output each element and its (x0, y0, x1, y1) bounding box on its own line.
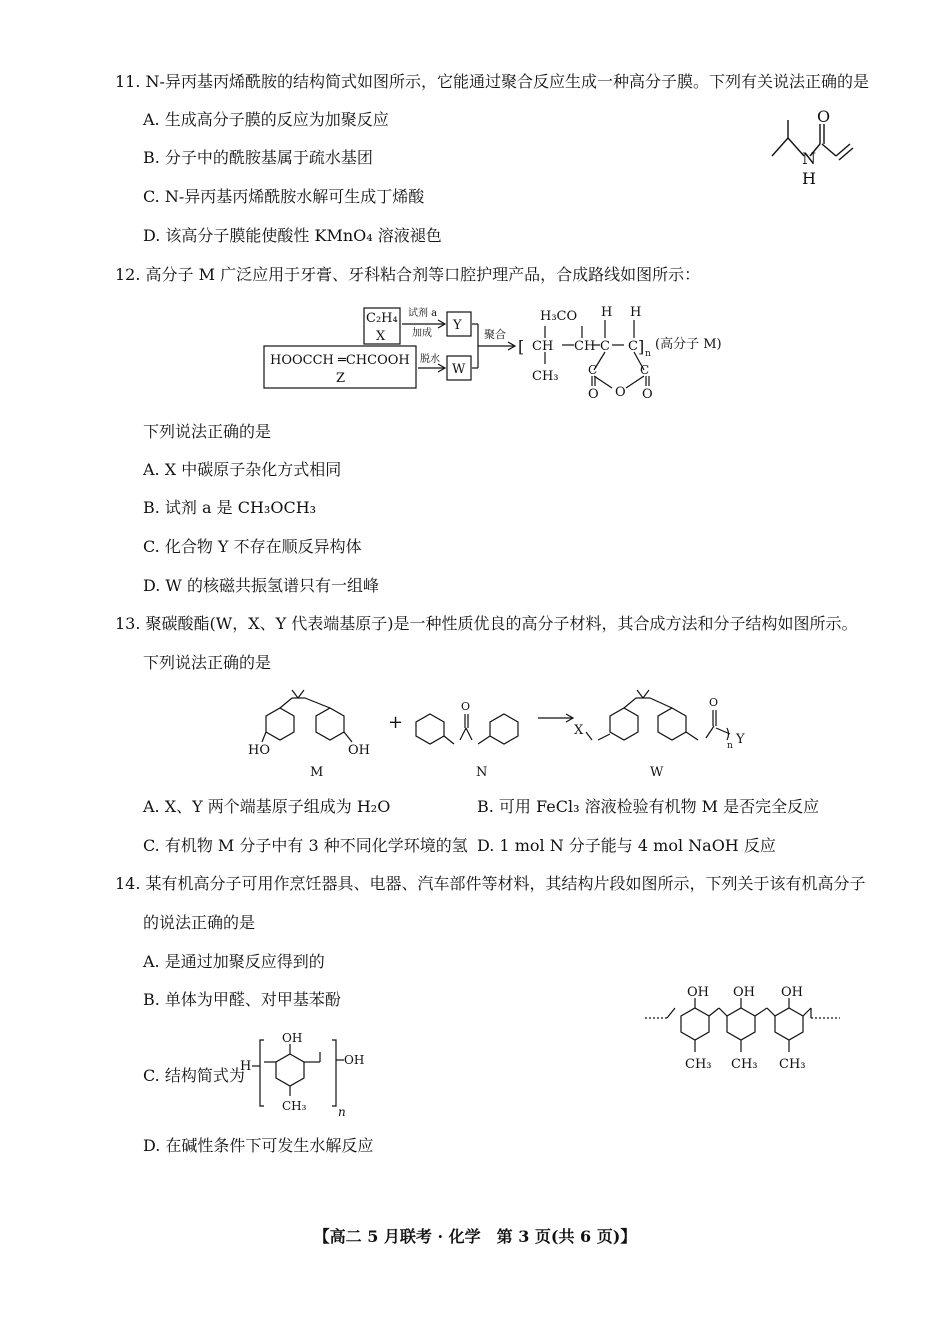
q13-option-a: A. X、Y 两个端基原子组成为 H₂O (143, 797, 391, 816)
q12-och3-group: H₃CO (540, 309, 578, 324)
q14-fragment-ch3-1: CH₃ (685, 1057, 712, 1072)
q11-oxygen-label: O (817, 107, 831, 126)
q13-option-d: D. 1 mol N 分子能与 4 mol NaOH 反应 (477, 836, 776, 855)
q13-prompt: 下列说法正确的是 (143, 653, 272, 672)
q12-bracket-left: [ (518, 337, 525, 356)
q13-subscript-n: n (727, 741, 733, 751)
q12-z-label: Z (336, 371, 346, 386)
q12-carbonyl-c-2: C (640, 363, 650, 377)
q13-option-c: C. 有机物 M 分子中有 3 种不同化学环境的氢 (143, 836, 468, 855)
q14-option-b: B. 单体为甲醛、对甲基苯酚 (143, 990, 341, 1009)
q13-m-oh: OH (348, 743, 370, 758)
q11-nitrogen-label: N (802, 149, 816, 168)
q14-c-oh: OH (282, 1031, 303, 1045)
q12-h1: H (601, 305, 613, 320)
q11-option-c: C. N-异丙基丙烯酰胺水解可生成丁烯酸 (143, 187, 425, 206)
q12-synthesis-route (262, 300, 742, 410)
q14-fragment-oh-3: OH (781, 985, 803, 1000)
q12-h2: H (630, 305, 642, 320)
q12-polymer-m-label: (高分子 M) (655, 337, 722, 352)
q12-ch-1: CH (532, 339, 554, 354)
q14-option-c-formula (232, 1030, 382, 1120)
q11-hydrogen-label: H (802, 169, 816, 188)
q12-subscript-n: n (645, 349, 651, 359)
q12-bracket-right: ] (638, 337, 645, 356)
q12-stem: 12. 高分子 M 广泛应用于牙膏、牙科粘合剂等口腔护理产品，合成路线如图所示： (115, 265, 701, 284)
q12-c-1: C (600, 339, 610, 354)
q12-carbonyl-c-1: C (588, 363, 598, 377)
q12-oxygen-2: O (615, 385, 626, 400)
q14-fragment-oh-2: OH (733, 985, 755, 1000)
q14-c-ch3: CH₃ (282, 1099, 307, 1113)
q14-c-subscript-n: n (338, 1105, 346, 1119)
q12-option-a: A. X 中碳原子杂化方式相同 (143, 460, 342, 479)
q13-n-carbonyl-o: O (461, 700, 471, 713)
q12-oxygen-1: O (588, 387, 599, 402)
q12-z-formula: HOOCCH ═CHCOOH (270, 353, 410, 368)
q14-fragment-oh-1: OH (687, 985, 709, 1000)
q12-ch3: CH₃ (532, 369, 559, 384)
q12-option-d: D. W 的核磁共振氢谱只有一组峰 (143, 576, 379, 595)
q13-option-b: B. 可用 FeCl₃ 溶液检验有机物 M 是否完全反应 (477, 797, 820, 816)
q11-option-b: B. 分子中的酰胺基属于疏水基团 (143, 148, 373, 167)
q13-label-w: W (650, 765, 664, 780)
q12-y-label: Y (453, 318, 462, 333)
q14-c-h: H (240, 1059, 252, 1074)
q12-polymerize: 聚合 (484, 328, 506, 341)
q12-reagent-a: 试剂 a (408, 308, 438, 319)
page-footer: 【高二 5 月联考 · 化学 第 3 页(共 6 页)】 (313, 1227, 637, 1246)
q13-end-y: Y (736, 732, 745, 747)
q13-plus: + (388, 712, 404, 733)
q14-fragment-ch3-2: CH₃ (731, 1057, 758, 1072)
q11-stem: 11. N-异丙基丙烯酰胺的结构简式如图所示，它能通过聚合反应生成一种高分子膜。下列有关说法正确的是 (115, 72, 869, 91)
q12-prompt: 下列说法正确的是 (143, 422, 272, 441)
q13-label-n: N (476, 765, 488, 780)
q12-ch-2: CH (574, 339, 596, 354)
q12-x-formula: C₂H₄ (366, 311, 398, 326)
q13-stem: 13. 聚碳酸酯(W，X、Y 代表端基原子)是一种性质优良的高分子材料，其合成方法和分子结构如图所示。 (115, 614, 858, 633)
q12-dehydrate: 脱水 (420, 354, 440, 365)
q14-c-oh-end: OH (344, 1053, 365, 1067)
q14-stem-line2: 的说法正确的是 (143, 913, 256, 932)
q11-option-a: A. 生成高分子膜的反应为加聚反应 (143, 110, 389, 129)
q13-reaction-diagram (240, 688, 780, 780)
q14-stem-line1: 14. 某有机高分子可用作烹饪器具、电器、汽车部件等材料，其结构片段如图所示，下列关于该有机高分子 (115, 874, 866, 893)
q13-end-x: X (574, 723, 584, 738)
q11-option-d: D. 该高分子膜能使酸性 KMnO₄ 溶液褪色 (143, 226, 442, 245)
q12-c-2: C (628, 339, 638, 354)
q11-structure-diagram (760, 108, 860, 198)
q12-option-c: C. 化合物 Y 不存在顺反异构体 (143, 537, 362, 556)
q14-option-a: A. 是通过加聚反应得到的 (143, 952, 325, 971)
q13-label-m: M (310, 765, 324, 780)
q12-addition: 加成 (412, 328, 432, 339)
q13-m-ho: HO (248, 743, 270, 758)
q12-option-b: B. 试剂 a 是 CH₃OCH₃ (143, 498, 317, 517)
q14-structure-fragment (645, 982, 845, 1087)
q12-oxygen-3: O (642, 387, 653, 402)
q13-w-carbonyl-o: O (709, 696, 719, 709)
q12-x-label: X (376, 329, 386, 344)
q14-option-d: D. 在碱性条件下可发生水解反应 (143, 1136, 374, 1155)
q14-option-c: C. 结构简式为 (143, 1066, 245, 1085)
q12-w-label: W (452, 362, 466, 377)
q14-fragment-ch3-3: CH₃ (779, 1057, 806, 1072)
